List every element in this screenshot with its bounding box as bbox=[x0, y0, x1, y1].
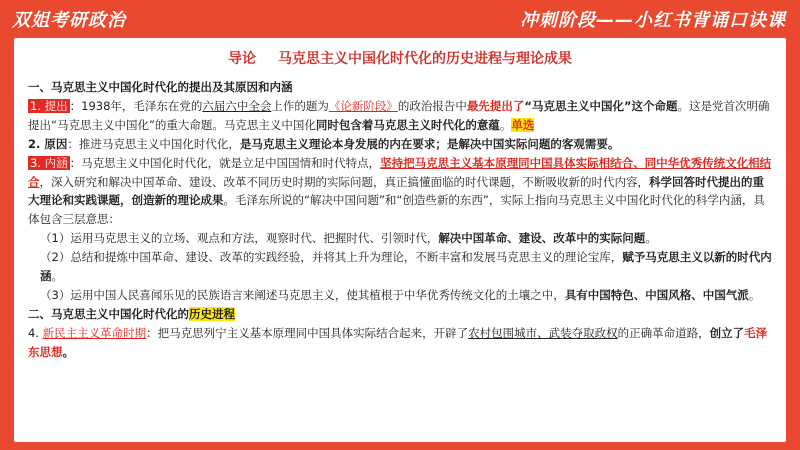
point-1-text-b: 上作的题为 bbox=[271, 98, 329, 113]
notes-body bbox=[28, 78, 774, 362]
report-title: 《论新阶段》 bbox=[328, 98, 398, 113]
point-4-num: 4. bbox=[28, 325, 43, 340]
chapter-title: 马克思主义中国化时代化的历史进程与理论成果 bbox=[278, 51, 572, 67]
point-3 bbox=[28, 154, 774, 230]
point-3-tag: 3. 内涵 bbox=[30, 155, 68, 170]
sub-item-3-bold: 具有中国特色、中国风格、中国气派 bbox=[564, 287, 749, 302]
term-name: “马克思主义中国化”这个命题 bbox=[524, 98, 678, 113]
point-3-text-a: ：马克思主义中国化时代化，就是立足中国国情和时代特点， bbox=[69, 155, 381, 170]
single-choice-tag: 单选 bbox=[511, 117, 535, 132]
point-2-tag: 2. 原因 bbox=[28, 136, 68, 151]
section1-heading: 一、马克思主义中国化时代化的提出及其原因和内涵 bbox=[28, 80, 293, 94]
period-name: 新民主主义革命时期 bbox=[42, 325, 147, 340]
sub-item-1-end: 。 bbox=[645, 231, 657, 246]
point-3-text-c: 。毛泽东所说的“解决中国问题”和“创造些新的东西”，实际上指向马克思主义中国化时代化的科学内涵，具体包含三层意思： bbox=[28, 193, 765, 227]
brand-title: 双姐考研政治 bbox=[12, 10, 126, 31]
sub-item-1 bbox=[28, 229, 774, 248]
point-1-text-a: ：1938年，毛泽东在党的 bbox=[69, 98, 203, 113]
point-1-text-c: 的政治报告中 bbox=[397, 98, 467, 113]
sub-item-3-end: 。 bbox=[748, 287, 761, 302]
section2-heading-text: 二、马克思主义中国化时代化的 bbox=[28, 306, 189, 321]
top-banner bbox=[0, 0, 800, 36]
page-title bbox=[14, 48, 786, 68]
point-3-key: 坚持把马克思主义基本原理同中国具体实际相结合、同中华优秀传统文化相结合 bbox=[28, 155, 772, 189]
sub-item-2-bold: 赋予马克思主义以新的时代内涵 bbox=[40, 250, 772, 284]
point-4-text-a: ：把马克思列宁主义基本原理同中国具体实际结合起来，开辟了 bbox=[146, 325, 469, 340]
point-2 bbox=[28, 135, 774, 154]
sub-item-3 bbox=[28, 286, 774, 305]
history-highlight: 历史进程 bbox=[189, 306, 235, 321]
point-4-text-b: 的正确革命道路， bbox=[617, 325, 710, 340]
point-4 bbox=[28, 324, 774, 362]
first-proposed: 最先提出了 bbox=[466, 98, 525, 113]
point-2-bold: 是马克思主义理论本身发展的内在要求；是解决中国实际问题的客观需要。 bbox=[239, 136, 620, 151]
sub-item-1-bold: 解决中国革命、建设、改革中的实际问题 bbox=[438, 231, 646, 246]
point-1-tag: 1. 提出 bbox=[30, 98, 68, 113]
section2-heading bbox=[28, 305, 774, 324]
point-1-text-d: 。这是党首次明确提出“马克思主义中国化”的重大命题。马克思主义中国化 bbox=[28, 98, 770, 132]
sub-item-2-end: 。 bbox=[51, 269, 63, 284]
point-2-text: ：推进马克思主义中国化时代化， bbox=[67, 136, 240, 151]
mao-thought: 毛泽东思想 bbox=[28, 325, 768, 359]
content-card bbox=[14, 38, 786, 442]
point-3-bold: 科学回答时代提出的重大理论和实践课题，创造新的理论成果 bbox=[28, 174, 764, 208]
course-title: 冲刺阶段——小红书背诵口诀课 bbox=[520, 10, 786, 31]
revolution-road: 农村包围城市、武装夺取政权 bbox=[468, 325, 618, 340]
point-3-text-b: ，深入研究和解决中国革命、建设、改革不同历史时期的实际问题，真正搞懂面临的时代课题，不断吸收新的时代内容， bbox=[39, 174, 649, 189]
sub-item-3-text: （3）运用中国人民喜闻乐见的民族语言来阐述马克思主义，使其植根于中华优秀传统文化的土壤之中， bbox=[40, 287, 565, 302]
sub-item-1-text: （1）运用马克思主义的立场、观点和方法，观察时代、把握时代、引领时代， bbox=[40, 231, 439, 246]
chapter-label: 导论 bbox=[228, 51, 256, 67]
meeting-name: 六届六中全会 bbox=[202, 98, 272, 113]
sub-item-2 bbox=[28, 248, 774, 286]
sub-item-2-text: （2）总结和提炼中国革命、建设、改革的实践经验，并将其上升为理论，不断丰富和发展马克思主义的理论宝库， bbox=[40, 250, 623, 265]
point-1-text-e: 。 bbox=[499, 117, 512, 132]
contains-meaning: 同时包含着马克思主义时代化的意蕴 bbox=[315, 117, 500, 132]
point-4-created: 创立了 bbox=[709, 325, 745, 340]
point-1 bbox=[28, 97, 774, 135]
point-4-end: 。 bbox=[62, 344, 74, 359]
